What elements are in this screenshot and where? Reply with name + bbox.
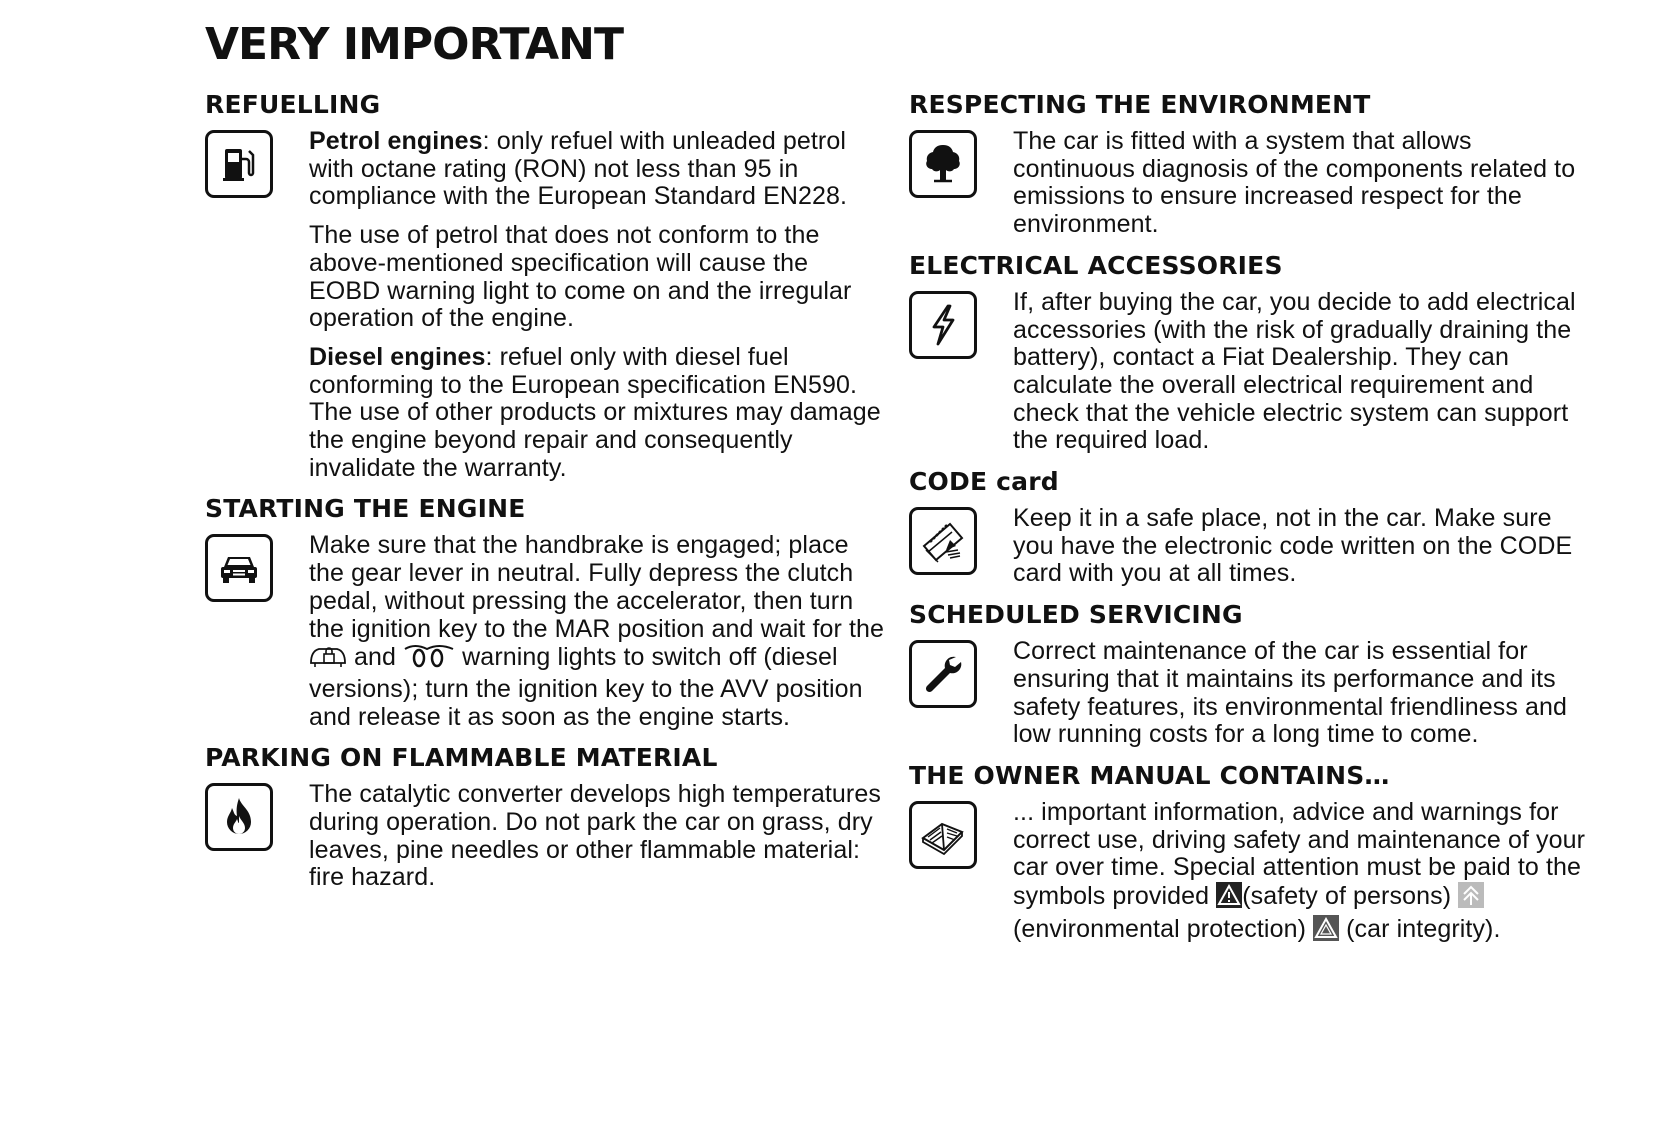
parking-heading: PARKING ON FLAMMABLE MATERIAL xyxy=(205,743,718,773)
electrical-paragraph: If, after buying the car, you decide to add electrical accessories (with the risk of gradually draining the battery), contact a Fiat Dealership. They can calculate the overall electrical requirement and check that the vehicle electric system can support the required load. xyxy=(1013,287,1576,455)
starting-text-2: and xyxy=(354,643,397,672)
tree-icon xyxy=(909,130,977,198)
manual-text-1: ... important information, advice and warnings for correct use, driving safety and maintenance of your car over time. Special attention must be paid to the symbols provided xyxy=(1013,797,1586,911)
nonconform-paragraph: The use of petrol that does not conform to the above-mentioned specification will cause the EOBD warning light to come on and the irregular operation of the engine. xyxy=(309,221,852,333)
glow-plug-lock-icon xyxy=(309,643,347,676)
code-card-heading: CODE card xyxy=(909,467,1059,497)
servicing-heading: SCHEDULED SERVICING xyxy=(909,600,1243,630)
manual-heading: THE OWNER MANUAL CONTAINS… xyxy=(909,760,1390,790)
manual-text-4: (car integrity). xyxy=(1346,914,1501,943)
petrol-label: Petrol engines xyxy=(309,127,483,155)
left-column xyxy=(205,90,885,892)
page-title: VERY IMPORTANT xyxy=(205,19,623,70)
car-integrity-icon xyxy=(1313,915,1339,948)
refuelling-section xyxy=(205,128,885,482)
diesel-text: : refuel only with diesel fuel conforming to the European specification EN590. The use of other products or mixtures may damage the engine beyond repair and consequently invalidate the warranty. xyxy=(309,342,881,482)
environment-heading: RESPECTING THE ENVIRONMENT xyxy=(909,90,1371,119)
lightning-icon xyxy=(909,291,977,359)
environment-paragraph: The car is fitted with a system that allows continuous diagnosis of the components related to emissions to ensure increased respect for the environment. xyxy=(1013,127,1576,239)
glow-plug-icon xyxy=(403,643,455,676)
petrol-text: : only refuel with unleaded petrol with octane rating (RON) not less than 95 in compliance with the European Standard EN228. xyxy=(309,127,848,211)
starting-text-3: warning lights to switch off (diesel versions); turn the ignition key to the AVV position and release it as soon as the engine starts. xyxy=(309,643,863,731)
servicing-paragraph: Correct maintenance of the car is essential for ensuring that it maintains its performance and its safety features, its environmental friendliness and low running costs for a long time to come. xyxy=(1013,637,1568,749)
starting-heading: STARTING THE ENGINE xyxy=(205,494,526,524)
code-card-icon xyxy=(909,507,977,575)
open-book-icon xyxy=(909,801,977,869)
flame-icon xyxy=(205,783,273,851)
manual-section xyxy=(909,799,1589,948)
diesel-label: Diesel engines xyxy=(309,342,486,371)
right-column xyxy=(909,90,1589,947)
diesel-paragraph xyxy=(309,344,885,483)
manual-text-2: (safety of persons) xyxy=(1242,882,1452,911)
manual-paragraph xyxy=(1013,799,1589,948)
environment-protection-icon xyxy=(1458,882,1484,915)
servicing-section xyxy=(909,638,1589,749)
manual-text-3: (environmental protection) xyxy=(1013,914,1307,943)
code-card-paragraph: Keep it in a safe place, not in the car. Make sure you have the electronic code written on the CODE card with you at all times. xyxy=(1013,504,1573,588)
car-front-icon xyxy=(205,534,273,602)
wrench-icon xyxy=(909,640,977,708)
starting-paragraph xyxy=(309,532,885,731)
environment-section xyxy=(909,128,1589,239)
parking-paragraph: The catalytic converter develops high temperatures during operation. Do not park the car on grass, dry leaves, pine needles or other flammable material: fire hazard. xyxy=(309,780,881,892)
electrical-section xyxy=(909,289,1589,455)
code-card-section xyxy=(909,505,1589,588)
safety-warning-icon xyxy=(1216,882,1242,915)
starting-section xyxy=(205,532,885,731)
electrical-heading: ELECTRICAL ACCESSORIES xyxy=(909,250,1283,280)
parking-section xyxy=(205,781,885,892)
starting-text-1: Make sure that the handbrake is engaged; place the gear lever in neutral. Fully depress the clutch pedal, without pressing the accelerator, then turn the ignition key to the MAR position and wait for the xyxy=(309,531,885,643)
fuel-pump-icon xyxy=(205,130,273,198)
petrol-paragraph xyxy=(309,128,885,211)
refuelling-heading: REFUELLING xyxy=(205,90,381,119)
